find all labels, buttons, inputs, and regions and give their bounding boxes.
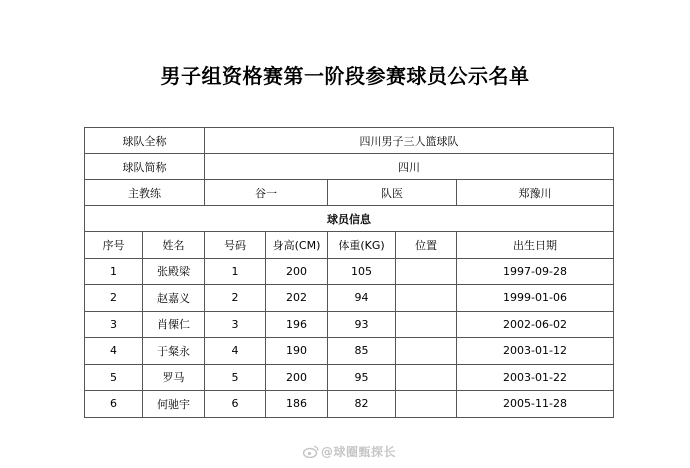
cell-height: 200 [266, 258, 328, 285]
team-full-name-value: 四川男子三人篮球队 [205, 128, 614, 154]
cell-height: 196 [266, 311, 328, 338]
cell-position [396, 311, 457, 338]
team-full-name-row [85, 128, 614, 154]
cell-weight: 95 [328, 364, 396, 391]
cell-height: 186 [266, 391, 328, 418]
cell-height: 202 [266, 285, 328, 312]
table-row [85, 258, 614, 285]
cell-number: 4 [205, 338, 266, 365]
coach-value: 谷一 [205, 180, 328, 206]
cell-position [396, 258, 457, 285]
cell-birth: 1999-01-06 [457, 285, 614, 312]
cell-no: 4 [85, 338, 143, 365]
cell-height: 190 [266, 338, 328, 365]
cell-name: 赵嘉义 [143, 285, 205, 312]
cell-position [396, 364, 457, 391]
cell-no: 5 [85, 364, 143, 391]
cell-position [396, 338, 457, 365]
cell-no: 2 [85, 285, 143, 312]
cell-no: 1 [85, 258, 143, 285]
coach-label: 主教练 [85, 180, 205, 206]
column-header: 位置 [396, 232, 457, 259]
cell-position [396, 391, 457, 418]
team-full-name-label: 球队全称 [85, 128, 205, 154]
doctor-label: 队医 [328, 180, 457, 206]
page-title: 男子组资格赛第一阶段参赛球员公示名单 [160, 64, 530, 88]
cell-name: 于粲永 [143, 338, 205, 365]
column-header: 体重(KG) [328, 232, 396, 259]
staff-row [85, 180, 614, 206]
cell-weight: 94 [328, 285, 396, 312]
cell-number: 2 [205, 285, 266, 312]
cell-birth: 2002-06-02 [457, 311, 614, 338]
cell-position [396, 285, 457, 312]
column-header: 身高(CM) [266, 232, 328, 259]
cell-birth: 2005-11-28 [457, 391, 614, 418]
doctor-value: 郑豫川 [457, 180, 614, 206]
cell-no: 6 [85, 391, 143, 418]
column-header: 姓名 [143, 232, 205, 259]
team-short-name-row [85, 154, 614, 180]
cell-weight: 85 [328, 338, 396, 365]
cell-name: 罗马 [143, 364, 205, 391]
column-header: 出生日期 [457, 232, 614, 259]
table-row [85, 391, 614, 418]
cell-weight: 93 [328, 311, 396, 338]
table-row [85, 338, 614, 365]
team-short-name-label: 球队简称 [85, 154, 205, 180]
column-header: 序号 [85, 232, 143, 259]
section-title: 球员信息 [85, 206, 614, 232]
cell-name: 肖傈仁 [143, 311, 205, 338]
cell-name: 张殿梁 [143, 258, 205, 285]
cell-number: 6 [205, 391, 266, 418]
watermark [303, 443, 396, 460]
watermark-text: @球圈甄探长 [321, 445, 397, 459]
header-row [85, 232, 614, 259]
cell-birth: 1997-09-28 [457, 258, 614, 285]
weibo-icon [303, 445, 319, 458]
column-header: 号码 [205, 232, 266, 259]
cell-name: 何驰宇 [143, 391, 205, 418]
cell-number: 3 [205, 311, 266, 338]
cell-no: 3 [85, 311, 143, 338]
cell-weight: 105 [328, 258, 396, 285]
table-row [85, 311, 614, 338]
roster-table [84, 127, 614, 418]
cell-weight: 82 [328, 391, 396, 418]
cell-height: 200 [266, 364, 328, 391]
section-title-row [85, 206, 614, 232]
cell-birth: 2003-01-22 [457, 364, 614, 391]
cell-birth: 2003-01-12 [457, 338, 614, 365]
cell-number: 5 [205, 364, 266, 391]
table-row [85, 364, 614, 391]
team-short-name-value: 四川 [205, 154, 614, 180]
cell-number: 1 [205, 258, 266, 285]
table-row [85, 285, 614, 312]
